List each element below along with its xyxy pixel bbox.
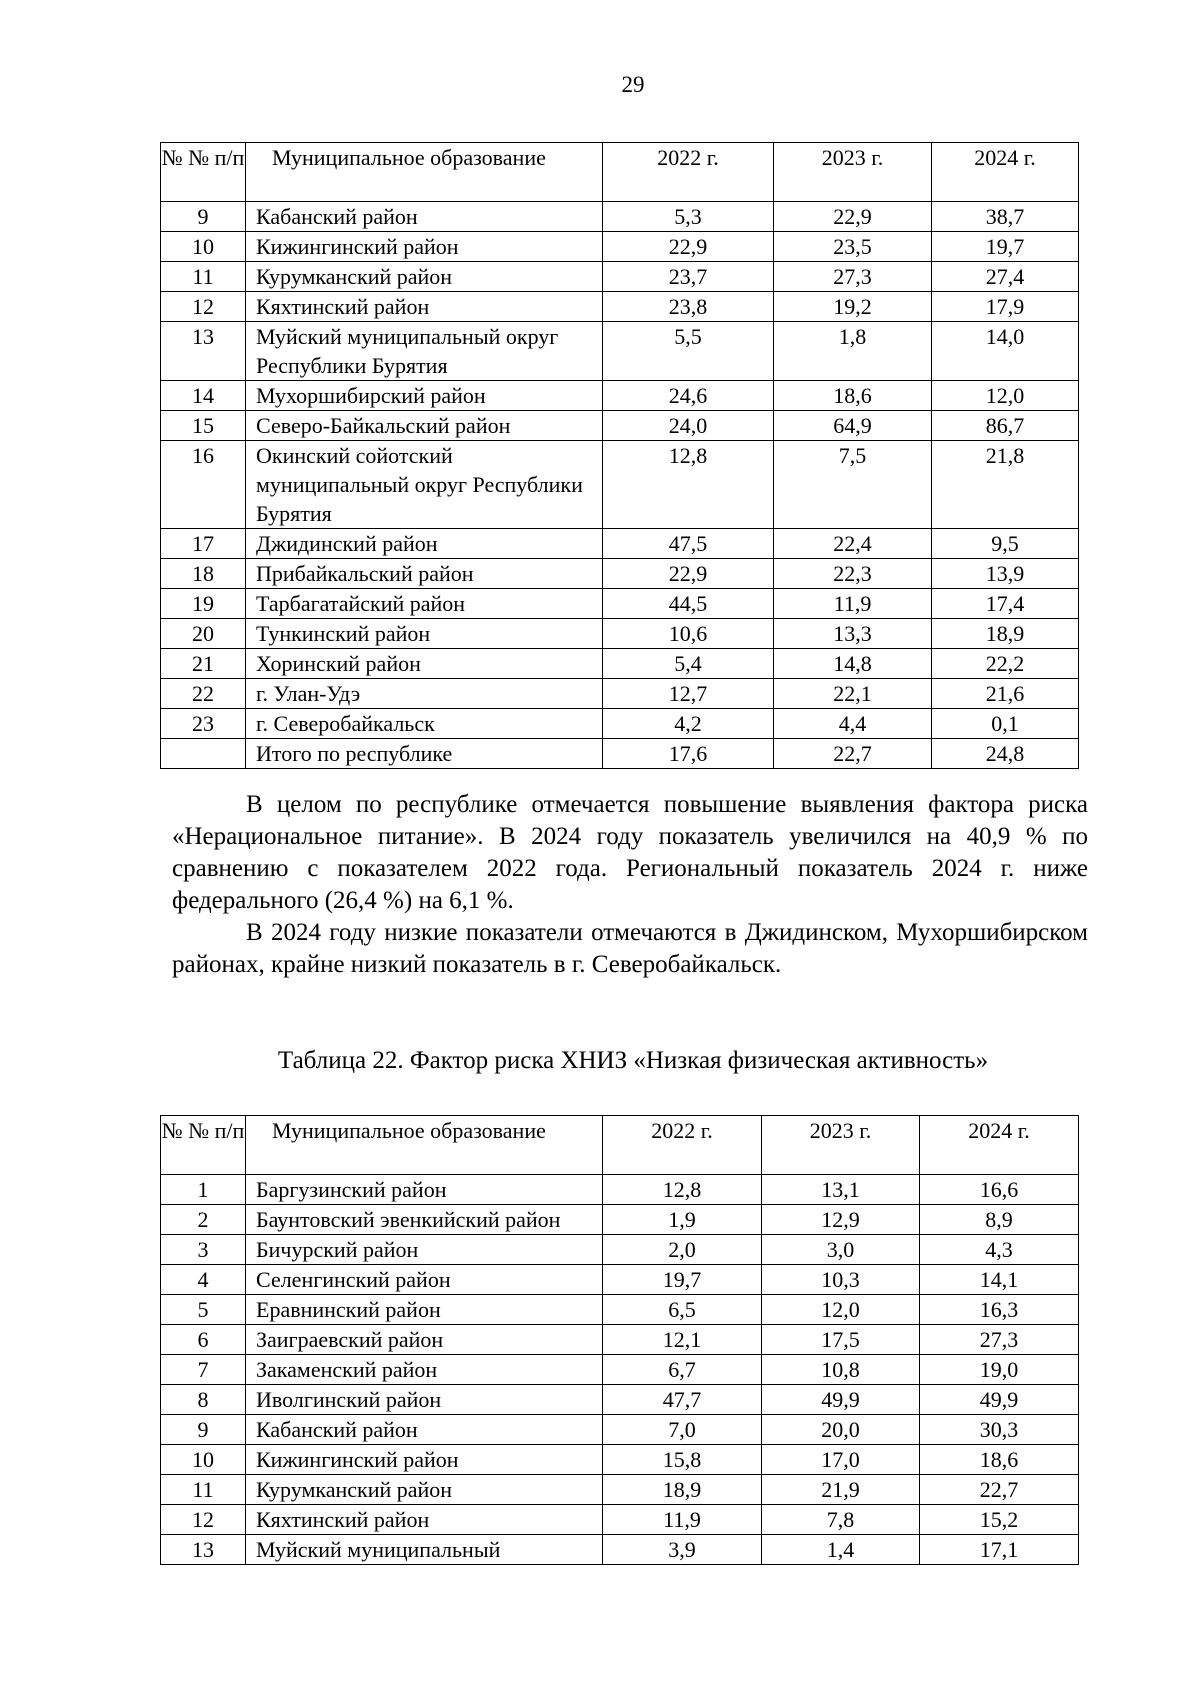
value-2023: 64,9 bbox=[774, 411, 932, 441]
row-number: 14 bbox=[161, 381, 246, 411]
table-row bbox=[161, 411, 1079, 441]
value-2024: 27,4 bbox=[932, 262, 1079, 292]
row-number: 8 bbox=[161, 1385, 246, 1415]
page-number: 29 bbox=[621, 72, 645, 97]
value-2023: 20,0 bbox=[762, 1415, 920, 1445]
municipality-name: Тарбагатайский район bbox=[246, 589, 603, 619]
municipality-name: Муйский муниципальный bbox=[246, 1535, 603, 1565]
table-row bbox=[161, 1235, 1079, 1265]
table-header-row bbox=[161, 143, 1079, 202]
value-2023: 11,9 bbox=[774, 589, 932, 619]
value-2024: 16,6 bbox=[920, 1175, 1079, 1205]
value-2024: 17,1 bbox=[920, 1535, 1079, 1565]
table-row bbox=[161, 709, 1079, 739]
value-2024: 17,4 bbox=[932, 589, 1079, 619]
municipality-name: Заиграевский район bbox=[246, 1325, 603, 1355]
row-number: 11 bbox=[161, 262, 246, 292]
value-2024: 18,6 bbox=[920, 1445, 1079, 1475]
value-2024: 19,0 bbox=[920, 1355, 1079, 1385]
municipality-name: Еравнинский район bbox=[246, 1295, 603, 1325]
row-number: 1 bbox=[161, 1175, 246, 1205]
value-2022: 12,1 bbox=[603, 1325, 762, 1355]
table-row bbox=[161, 529, 1079, 559]
row-number bbox=[161, 739, 246, 769]
municipality-name: Кяхтинский район bbox=[246, 292, 603, 322]
table-row bbox=[161, 1325, 1079, 1355]
header-cell-2023: 2023 г. bbox=[774, 143, 932, 202]
value-2023: 17,5 bbox=[762, 1325, 920, 1355]
value-2022: 4,2 bbox=[603, 709, 774, 739]
value-2022: 3,9 bbox=[603, 1535, 762, 1565]
value-2023: 49,9 bbox=[762, 1385, 920, 1415]
value-2023: 10,8 bbox=[762, 1355, 920, 1385]
value-2022: 5,5 bbox=[603, 322, 774, 381]
row-number: 12 bbox=[161, 1505, 246, 1535]
value-2024: 27,3 bbox=[920, 1325, 1079, 1355]
municipality-name: г. Улан-Удэ bbox=[246, 679, 603, 709]
value-2022: 18,9 bbox=[603, 1475, 762, 1505]
value-2024: 86,7 bbox=[932, 411, 1079, 441]
municipality-name: Северо-Байкальский район bbox=[246, 411, 603, 441]
table-row bbox=[161, 739, 1079, 769]
value-2022: 24,0 bbox=[603, 411, 774, 441]
value-2023: 23,5 bbox=[774, 232, 932, 262]
header-cell-municipality: Муниципальное образование bbox=[246, 1116, 603, 1175]
value-2023: 22,4 bbox=[774, 529, 932, 559]
value-2024: 12,0 bbox=[932, 381, 1079, 411]
value-2022: 44,5 bbox=[603, 589, 774, 619]
value-2024: 9,5 bbox=[932, 529, 1079, 559]
value-2024: 8,9 bbox=[920, 1205, 1079, 1235]
value-2023: 14,8 bbox=[774, 649, 932, 679]
municipality-name: Кижингинский район bbox=[246, 1445, 603, 1475]
value-2022: 1,9 bbox=[603, 1205, 762, 1235]
header-cell-2024: 2024 г. bbox=[920, 1116, 1079, 1175]
value-2023: 13,1 bbox=[762, 1175, 920, 1205]
table-row bbox=[161, 679, 1079, 709]
value-2022: 23,7 bbox=[603, 262, 774, 292]
value-2023: 13,3 bbox=[774, 619, 932, 649]
row-number: 11 bbox=[161, 1475, 246, 1505]
value-2024: 30,3 bbox=[920, 1415, 1079, 1445]
row-number: 18 bbox=[161, 559, 246, 589]
value-2023: 7,5 bbox=[774, 441, 932, 529]
value-2023: 1,4 bbox=[762, 1535, 920, 1565]
municipality-name: Прибайкальский район bbox=[246, 559, 603, 589]
value-2024: 21,6 bbox=[932, 679, 1079, 709]
row-number: 3 bbox=[161, 1235, 246, 1265]
header-cell-2022: 2022 г. bbox=[603, 143, 774, 202]
value-2022: 5,4 bbox=[603, 649, 774, 679]
value-2024: 15,2 bbox=[920, 1505, 1079, 1535]
row-number: 19 bbox=[161, 589, 246, 619]
table-row bbox=[161, 441, 1079, 529]
table-row bbox=[161, 262, 1079, 292]
value-2022: 15,8 bbox=[603, 1445, 762, 1475]
row-number: 10 bbox=[161, 232, 246, 262]
value-2022: 6,5 bbox=[603, 1295, 762, 1325]
value-2023: 4,4 bbox=[774, 709, 932, 739]
value-2022: 17,6 bbox=[603, 739, 774, 769]
table-row bbox=[161, 1535, 1079, 1565]
value-2022: 12,8 bbox=[603, 441, 774, 529]
municipality-name: Итого по республике bbox=[246, 739, 603, 769]
value-2022: 12,8 bbox=[603, 1175, 762, 1205]
value-2022: 22,9 bbox=[603, 232, 774, 262]
value-2024: 0,1 bbox=[932, 709, 1079, 739]
table-row bbox=[161, 1295, 1079, 1325]
value-2023: 22,7 bbox=[774, 739, 932, 769]
municipality-name: Окинский сойотский муниципальный округ Республики Бурятия bbox=[246, 441, 603, 529]
row-number: 6 bbox=[161, 1325, 246, 1355]
header-cell-municipality: Муниципальное образование bbox=[246, 143, 603, 202]
value-2022: 24,6 bbox=[603, 381, 774, 411]
value-2024: 22,7 bbox=[920, 1475, 1079, 1505]
table-row bbox=[161, 1385, 1079, 1415]
row-number: 9 bbox=[161, 1415, 246, 1445]
table-row bbox=[161, 1505, 1079, 1535]
row-number: 16 bbox=[161, 441, 246, 529]
row-number: 5 bbox=[161, 1295, 246, 1325]
table-row bbox=[161, 232, 1079, 262]
value-2023: 3,0 bbox=[762, 1235, 920, 1265]
header-cell-2022: 2022 г. bbox=[603, 1116, 762, 1175]
value-2024: 14,1 bbox=[920, 1265, 1079, 1295]
value-2023: 12,9 bbox=[762, 1205, 920, 1235]
value-2022: 22,9 bbox=[603, 559, 774, 589]
row-number: 21 bbox=[161, 649, 246, 679]
value-2024: 24,8 bbox=[932, 739, 1079, 769]
table-row bbox=[161, 649, 1079, 679]
value-2024: 14,0 bbox=[932, 322, 1079, 381]
table2-body bbox=[161, 1116, 1079, 1565]
value-2023: 22,1 bbox=[774, 679, 932, 709]
row-number: 13 bbox=[161, 1535, 246, 1565]
value-2024: 19,7 bbox=[932, 232, 1079, 262]
table-physical-activity-risk bbox=[160, 1115, 1079, 1565]
row-number: 15 bbox=[161, 411, 246, 441]
value-2022: 47,7 bbox=[603, 1385, 762, 1415]
municipality-name: Бичурский район bbox=[246, 1235, 603, 1265]
municipality-name: Мухоршибирский район bbox=[246, 381, 603, 411]
municipality-name: Курумканский район bbox=[246, 1475, 603, 1505]
municipality-name: Тункинский район bbox=[246, 619, 603, 649]
value-2023: 18,6 bbox=[774, 381, 932, 411]
row-number: 12 bbox=[161, 292, 246, 322]
table-row bbox=[161, 1475, 1079, 1505]
value-2022: 6,7 bbox=[603, 1355, 762, 1385]
value-2024: 38,7 bbox=[932, 202, 1079, 232]
table-nutrition-risk bbox=[160, 142, 1079, 769]
value-2022: 10,6 bbox=[603, 619, 774, 649]
header-cell-number: № № п/п bbox=[161, 143, 246, 202]
municipality-name: Баунтовский эвенкийский район bbox=[246, 1205, 603, 1235]
municipality-name: Селенгинский район bbox=[246, 1265, 603, 1295]
table-row bbox=[161, 381, 1079, 411]
table-row bbox=[161, 589, 1079, 619]
value-2023: 17,0 bbox=[762, 1445, 920, 1475]
value-2024: 18,9 bbox=[932, 619, 1079, 649]
table-row bbox=[161, 202, 1079, 232]
value-2023: 12,0 bbox=[762, 1295, 920, 1325]
value-2023: 10,3 bbox=[762, 1265, 920, 1295]
paragraph-overall: В целом по республике отмечается повышение выявления фактора риска «Нерациональное питание». В 2024 году показатель увеличился на 40,9 % по сравнению с показателем 2022 года. Региональный показатель 2024 г. ниже федерального (26,4 %) на 6,1 %. bbox=[172, 791, 1088, 914]
value-2023: 22,9 bbox=[774, 202, 932, 232]
municipality-name: Иволгинский район bbox=[246, 1385, 603, 1415]
table-row bbox=[161, 322, 1079, 381]
value-2022: 11,9 bbox=[603, 1505, 762, 1535]
municipality-name: Хоринский район bbox=[246, 649, 603, 679]
value-2024: 22,2 bbox=[932, 649, 1079, 679]
table-row bbox=[161, 1175, 1079, 1205]
table-row bbox=[161, 1355, 1079, 1385]
row-number: 7 bbox=[161, 1355, 246, 1385]
value-2024: 13,9 bbox=[932, 559, 1079, 589]
value-2024: 21,8 bbox=[932, 441, 1079, 529]
value-2024: 17,9 bbox=[932, 292, 1079, 322]
row-number: 22 bbox=[161, 679, 246, 709]
value-2023: 7,8 bbox=[762, 1505, 920, 1535]
municipality-name: г. Северобайкальск bbox=[246, 709, 603, 739]
value-2024: 4,3 bbox=[920, 1235, 1079, 1265]
municipality-name: Курумканский район bbox=[246, 262, 603, 292]
row-number: 23 bbox=[161, 709, 246, 739]
municipality-name: Закаменский район bbox=[246, 1355, 603, 1385]
table-row bbox=[161, 292, 1079, 322]
value-2024: 16,3 bbox=[920, 1295, 1079, 1325]
table-caption: Таблица 22. Фактор риска ХНИЗ «Низкая физическая активность» bbox=[277, 1047, 989, 1074]
value-2024: 49,9 bbox=[920, 1385, 1079, 1415]
municipality-name: Кабанский район bbox=[246, 1415, 603, 1445]
body-text bbox=[172, 789, 1088, 981]
value-2022: 2,0 bbox=[603, 1235, 762, 1265]
row-number: 20 bbox=[161, 619, 246, 649]
table1-body bbox=[161, 143, 1079, 769]
row-number: 17 bbox=[161, 529, 246, 559]
value-2023: 21,9 bbox=[762, 1475, 920, 1505]
table-row bbox=[161, 1445, 1079, 1475]
municipality-name: Муйский муниципальный округ Республики Бурятия bbox=[246, 322, 603, 381]
municipality-name: Джидинский район bbox=[246, 529, 603, 559]
row-number: 10 bbox=[161, 1445, 246, 1475]
value-2023: 22,3 bbox=[774, 559, 932, 589]
value-2022: 19,7 bbox=[603, 1265, 762, 1295]
municipality-name: Баргузинский район bbox=[246, 1175, 603, 1205]
value-2023: 1,8 bbox=[774, 322, 932, 381]
value-2023: 27,3 bbox=[774, 262, 932, 292]
header-cell-number: № № п/п bbox=[161, 1116, 246, 1175]
row-number: 13 bbox=[161, 322, 246, 381]
table-row bbox=[161, 619, 1079, 649]
row-number: 9 bbox=[161, 202, 246, 232]
table-header-row bbox=[161, 1116, 1079, 1175]
municipality-name: Кижингинский район bbox=[246, 232, 603, 262]
header-cell-2024: 2024 г. bbox=[932, 143, 1079, 202]
value-2023: 19,2 bbox=[774, 292, 932, 322]
table-row bbox=[161, 1205, 1079, 1235]
table-row bbox=[161, 559, 1079, 589]
value-2022: 7,0 bbox=[603, 1415, 762, 1445]
value-2022: 12,7 bbox=[603, 679, 774, 709]
municipality-name: Кабанский район bbox=[246, 202, 603, 232]
table-row bbox=[161, 1265, 1079, 1295]
value-2022: 47,5 bbox=[603, 529, 774, 559]
row-number: 2 bbox=[161, 1205, 246, 1235]
paragraph-low-indicators: В 2024 году низкие показатели отмечаются в Джидинском, Мухоршибирском районах, крайне низкий показатель в г. Северобайкальск. bbox=[172, 919, 1088, 978]
municipality-name: Кяхтинский район bbox=[246, 1505, 603, 1535]
row-number: 4 bbox=[161, 1265, 246, 1295]
table-row bbox=[161, 1415, 1079, 1445]
value-2022: 23,8 bbox=[603, 292, 774, 322]
header-cell-2023: 2023 г. bbox=[762, 1116, 920, 1175]
value-2022: 5,3 bbox=[603, 202, 774, 232]
